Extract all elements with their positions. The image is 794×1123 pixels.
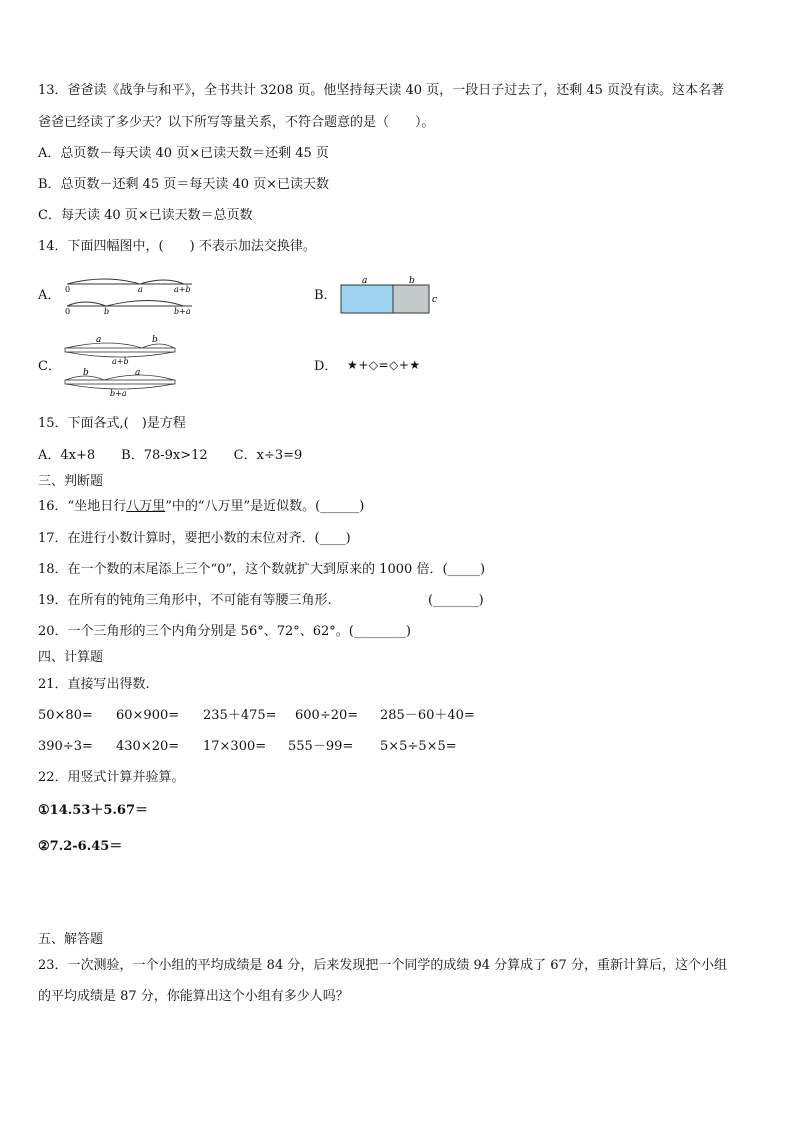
q18-line: 18．在一个数的末尾添上三个“0”，这个数就扩大到原来的 1000 倍．(_____) xyxy=(38,562,486,577)
fig-a-b: b xyxy=(104,307,110,316)
q21-item: 390÷3= xyxy=(38,739,93,754)
q22-item-1: ①14.53＋5.67＝ xyxy=(38,803,149,818)
q16-text-pre: 16．“坐地日行 xyxy=(38,499,127,514)
q14-stem: 14．下面四幅图中，( ) 不表示加法交换律。 xyxy=(38,239,316,254)
q22-item-2: ②7.2-6.45＝ xyxy=(38,839,123,854)
fig-b-c: c xyxy=(432,295,438,305)
fig-b-a: a xyxy=(362,276,368,286)
q21-item: 430×20= xyxy=(116,739,180,754)
section-heading-calculation: 四、计算题 xyxy=(38,650,104,665)
fig-a-zero-1: 0 xyxy=(65,285,71,294)
q23-line2: 的平均成绩是 87 分，你能算出这个小组有多少人吗？ xyxy=(38,989,349,1004)
q19-answer-blank[interactable]: (_______) xyxy=(428,593,484,608)
fig-c-b-plus-a: b+a xyxy=(110,389,127,398)
fig-a-b-plus-a: b+a xyxy=(174,307,191,316)
q21-stem: 21．直接写出得数. xyxy=(38,677,150,692)
q16-line xyxy=(38,498,364,516)
q21-item: 60×900= xyxy=(116,708,180,723)
fig-c-b-2: b xyxy=(83,368,89,378)
fig-c-a-2: a xyxy=(135,368,141,378)
q13-option-c: C．每天读 40 页×已读天数＝总页数 xyxy=(38,208,253,223)
q15-stem: 15．下面各式,( )是方程 xyxy=(38,416,186,431)
q17-line: 17．在进行小数计算时，要把小数的末位对齐．(____) xyxy=(38,531,351,546)
q19-line: 19．在所有的钝角三角形中，不可能有等腰三角形. xyxy=(38,593,332,608)
section-heading-judgement: 三、判断题 xyxy=(38,474,104,489)
fig-a-a-plus-b: a+b xyxy=(174,285,191,294)
fig-c-a-plus-b: a+b xyxy=(112,357,129,366)
q14-label-d: D． xyxy=(314,359,338,374)
q21-item: 235＋475= xyxy=(203,708,277,723)
q13-option-a: A．总页数－每天读 40 页×已读天数＝还剩 45 页 xyxy=(38,146,329,161)
fig-a-zero-2: 0 xyxy=(65,307,71,316)
q21-item: 600÷20= xyxy=(295,708,359,723)
q14-figure-c xyxy=(60,330,185,400)
q21-item: 285－60＋40= xyxy=(380,708,475,723)
q14-figure-a xyxy=(60,274,200,320)
q13-option-b: B．总页数－还剩 45 页＝每天读 40 页×已读天数 xyxy=(38,177,330,192)
q13-stem-line1: 13．爸爸读《战争与和平》，全书共计 3208 页。他坚持每天读 40 页，一段日子过去了，还剩 45 页没有读。这本名著 xyxy=(38,83,725,98)
q14-label-c: C． xyxy=(38,359,61,374)
fig-c-a-1: a xyxy=(96,335,102,345)
q23-line1: 23．一次测验，一个小组的平均成绩是 84 分，后来发现把一个同学的成绩 94 分算成了 67 分，重新计算后，这个小组 xyxy=(38,958,727,973)
q13-stem-line2: 爸爸已经读了多少天？以下所写等量关系，不符合题意的是（ ）。 xyxy=(38,115,435,130)
section-heading-word-problems: 五、解答题 xyxy=(38,932,104,947)
q21-item: 555－99= xyxy=(288,739,354,754)
q20-line: 20．一个三角形的三个内角分别是 56°、72°、62°。(________) xyxy=(38,624,411,639)
q21-item: 17×300= xyxy=(203,739,267,754)
fig-a-a: a xyxy=(138,285,143,294)
q14-figure-b xyxy=(336,273,446,317)
q14-figure-d: ★+◇=◇+★ xyxy=(347,358,421,372)
fig-b-b: b xyxy=(409,276,415,286)
q15-options: A．4x+8 B．78-9x>12 C．x÷3=9 xyxy=(38,448,303,463)
q22-stem: 22．用竖式计算并验算。 xyxy=(38,770,185,785)
q16-text-post: ”中的“八万里”是近似数。(______) xyxy=(165,499,365,514)
q16-underlined: 八万里 xyxy=(126,499,166,514)
q21-item: 50×80= xyxy=(38,708,93,723)
q21-item: 5×5÷5×5= xyxy=(380,739,457,754)
q14-label-a: A． xyxy=(38,288,61,303)
fig-c-b-1: b xyxy=(152,335,158,345)
q14-label-b: B． xyxy=(314,288,337,303)
